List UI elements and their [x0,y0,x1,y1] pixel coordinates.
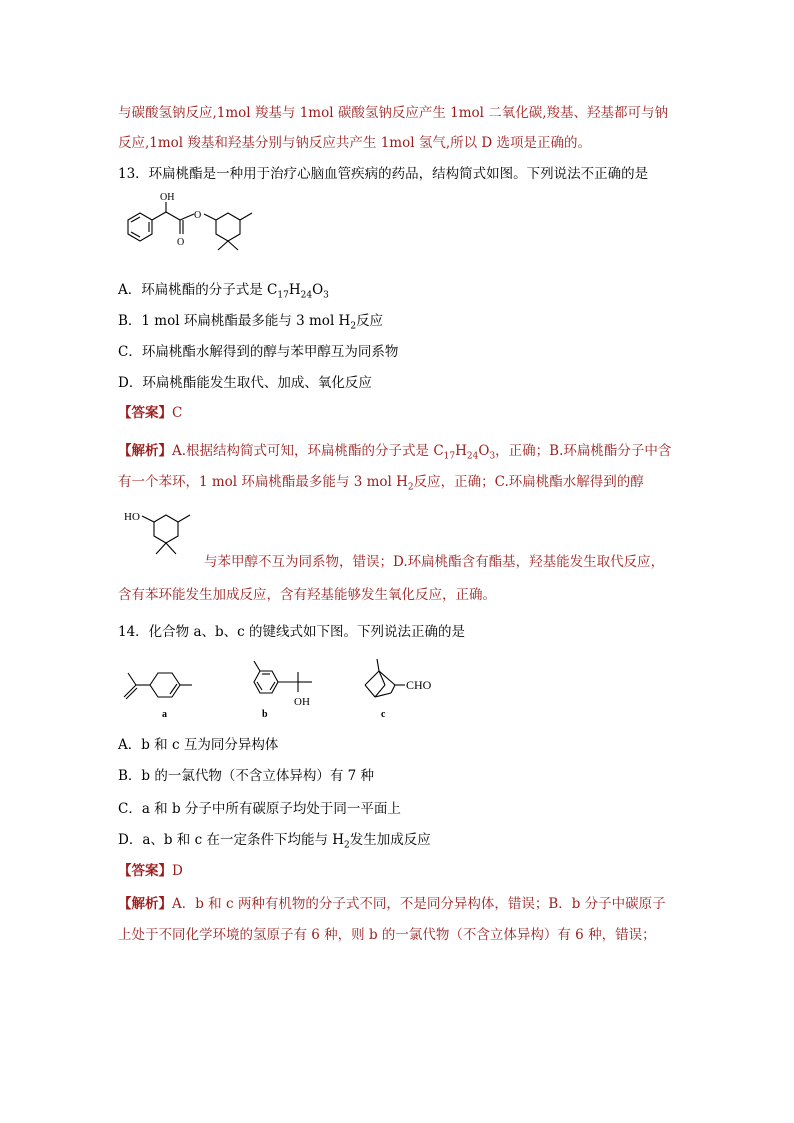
q13-analysis-line-3: 与苯甲醇不互为同系物，错误；D.环扁桃酯含有酯基，羟基能发生取代反应， [204,554,665,570]
q14-label-b: b [262,709,268,720]
q13-o-ester-label: O [194,210,202,221]
q14-label-oh: OH [294,696,310,708]
q13-alcohol-ho-label: HO [124,511,140,523]
q14-label-a: a [162,709,167,720]
q14-stem: 14．化合物 a、b、c 的键线式如下图。下列说法正确的是 [118,624,466,640]
q14-analysis-line-1: 【解析】A．b 和 c 两种有机物的分子式不同，不是同分异构体，错误；B．b 分子中碳原子 [118,896,666,912]
q13-structure-diagram [118,190,288,270]
q14-answer: 【答案】D [118,863,183,879]
prev-analysis-line-1: 与碳酸氢钠反应,1mol 羧基与 1mol 碳酸氢钠反应产生 1mol 二氧化碳,羧基、羟基都可与钠 [118,105,669,121]
q14-structure-c [355,655,455,723]
q13-option-d: D．环扁桃酯能发生取代、加成、氧化反应 [118,375,372,391]
q13-stem: 13．环扁桃酯是一种用于治疗心脑血管疾病的药品，结构简式如图。下列说法不正确的是 [118,166,649,182]
q14-analysis-line-2: 上处于不同化学环境的氢原子有 6 种，则 b 的一氯代物（不含立体异构）有 6 种，错误； [118,927,656,943]
q13-alcohol-structure-diagram [122,504,212,574]
q14-label-c: c [381,709,386,720]
q14-label-cho: CHO [406,678,432,692]
q14-structure-b [240,655,330,723]
q13-analysis-line-2: 有一个苯环，1 mol 环扁桃酯最多能与 3 mol $H_2$反应，正确；C.环扁桃酯水解得到的醇 [118,474,644,493]
q14-structure-a [118,655,208,723]
prev-analysis-line-2: 反应,1mol 羧基和羟基分别与钠反应共产生 1mol 氢气,所以 D 选项是正确的。 [118,135,592,151]
q13-oh-label: OH [160,192,175,203]
q14-option-b: B．b 的一氯代物（不含立体异构）有 7 种 [118,768,375,784]
q14-option-a: A．b 和 c 互为同分异构体 [118,737,279,753]
q13-option-c: C．环扁桃酯水解得到的醇与苯甲醇互为同系物 [118,344,399,360]
q13-analysis-line-1: 【解析】A.根据结构简式可知，环扁桃酯的分子式是 $C_{17}H_{24}O_3$，正确；B.环扁桃酯分子中含 [118,443,672,462]
q13-analysis-line-4: 含有苯环能发生加成反应，含有羟基能够发生氧化反应，正确。 [118,587,496,603]
q14-option-c: C．a 和 b 分子中所有碳原子均处于同一平面上 [118,801,401,817]
q13-o-carbonyl-label: O [177,237,185,248]
q14-option-d: D．a、b 和 c 在一定条件下均能与 $H_2$发生加成反应 [118,832,431,851]
q13-answer: 【答案】C [118,405,183,421]
q13-option-a: A．环扁桃酯的分子式是 $C_{17}H_{24}O_3$ [118,282,329,301]
q13-option-b: B．1 mol 环扁桃酯最多能与 3 mol $H_2$反应 [118,313,384,332]
